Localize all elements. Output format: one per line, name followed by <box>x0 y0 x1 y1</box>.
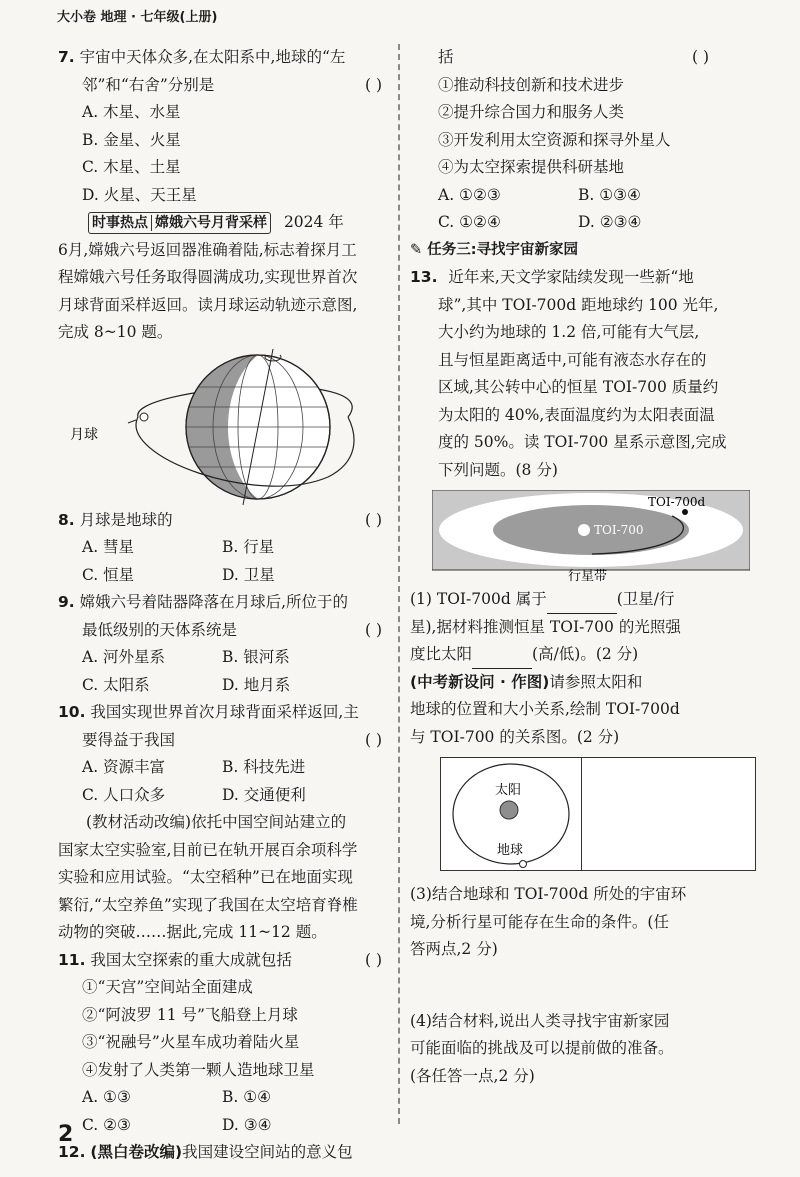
page-header: 大小卷 地理 · 七年级(上册) <box>57 10 218 25</box>
task-three-heading: ✎ 任务三:寻找宇宙新家园 <box>410 241 579 258</box>
answer-paren[interactable]: ( ) <box>364 75 382 94</box>
answer-paren[interactable]: ( ) <box>691 48 709 66</box>
question-12: 12. (黑白卷改编)我国建设空间站的意义包 <box>58 1143 353 1161</box>
toi700-star-label: TOI-700 <box>594 523 644 537</box>
answer-paren[interactable]: ( ) <box>364 730 382 749</box>
answer-paren[interactable]: ( ) <box>364 950 382 969</box>
option-b: B. 金星、火星 <box>82 130 181 149</box>
answer-paren[interactable]: ( ) <box>364 620 382 639</box>
answer-paren[interactable]: ( ) <box>364 510 382 529</box>
question-9: 9. 嫦娥六号着陆器降落在月球后,所位于的 最低级别的天体系统是 ( ) A. 河外星系 B. 银河系 C. 太阳系 D. 地月系 <box>58 593 382 694</box>
question-10: 10. 我国实现世界首次月球背面采样返回,主 要得益于我国 ( ) A. 资源丰富 B. 科技先进 C. 人口众多 D. 交通便利 <box>58 703 382 804</box>
question-8: 8. 月球是地球的 ( ) A. 彗星 B. 行星 C. 恒星 D. 卫星 <box>58 507 388 590</box>
moon-orbit-figure <box>58 347 388 507</box>
question-12-continued: 括 ( ) ①推动科技创新和技术进步 ②提升综合国力和服务人类 ③开发利用太空资源和探寻外星人 ④为太空探索提供科研基地 A. ①②③ B. ①③④ C. ①②④ D. ②③④ <box>410 44 755 237</box>
answer-blank-1[interactable] <box>547 595 617 614</box>
question-7: 7. 宇宙中天体众多,在太阳系中,地球的“左 邻”和“右舍”分别是 ( ) A. 木星、水星 B. 金星、火星 C. 木星、土星 D. 火星、天王星 <box>58 44 388 209</box>
option-c: C. 木星、土星 <box>82 158 181 176</box>
earth-label: 地球 <box>497 843 524 858</box>
toi700d-label: TOI-700d <box>648 495 706 509</box>
column-divider <box>398 44 400 1124</box>
toi700-system-figure <box>432 490 755 582</box>
answer-blank-2[interactable] <box>472 650 532 669</box>
question-11: 11. 我国太空探索的重大成就包括 ( ) ①“天宫”空间站全面建成 ②“阿波罗 11 号”飞船登上月球 ③“祝融号”火星车成功着陆火星 ④发射了人类第一颗人造地球卫星 A. ①③ B. ①④ C. ②③ D. ③④ <box>58 947 388 1140</box>
option-d: D. 火星、天王星 <box>82 185 197 204</box>
page-number: 2 <box>58 1122 74 1147</box>
question-13: 13. 近年来,天文学家陆续发现一些新“地 球”,其中 TOI-700d 距地球约 100 光年, 大小约为地球的 1.2 倍,可能有大气层, 且与恒星距离适中,可能有液态水存在的 区域,其公转中心的恒星 TOI-700 质量约 为太阳的 40%,表面温度约为太阳表面温 度的 50%。读 TOI-700 星系示意图,完成 下列问题。(8 分) TOI-700d TOI-700 行星带 (1) TOI-700d 属于 (卫星/行 星),据材料推测恒星 TOI-700 的光照强 度比太阳 (高/低)。(2 分) (中考新设问 · 作图)请参照太阳和 地球的位置和大小关系,绘制 TOI-700d 与 TOI-700 的关系图。(2 分) 太阳 地球 (3)结合地球和 TOI-700d 所处的宇宙环 境,分析行星可能存在生命的条件。(任 答两点,2 分) (4)结合材料,说出人类寻找宇宙新家园 可能面临的挑战及可以提前做的准备。 (各任答一点,2 分) <box>410 264 755 1090</box>
space-station-material: (教材活动改编)依托中国空间站建立的 国家太空实验室,目前已在轨开展百余项科学 实验和应用试验。“太空稻种”已在地面实现 繁衍,“太空养鱼”实现了我国在太空培育脊椎 动物的突破……据此,完成 11~12 题。 <box>58 813 358 941</box>
option-a: A. 木星、水星 <box>82 103 181 121</box>
sun-label: 太阳 <box>495 783 522 798</box>
sun-earth-reference-diagram <box>441 758 581 870</box>
moon-label: 月球 <box>70 426 98 443</box>
habitable-zone-label: 行星带 <box>568 569 608 582</box>
hot-topic-material: 时事热点 嫦娥六号月背采样 2024 年 6月,嫦娥六号返回器准确着陆,标志着探月工 程嫦娥六号任务取得圆满成功,实现世界首次 月球背面采样返回。读月球运动轨迹示意图, 完成 8~10 题。 <box>58 213 358 341</box>
moon-orbit-diagram <box>58 347 388 507</box>
pencil-icon: ✎ <box>410 241 423 258</box>
answer-space-3[interactable] <box>410 964 755 1008</box>
left-column <box>58 44 388 1167</box>
drawing-answer-box[interactable] <box>440 757 756 871</box>
hot-topic-tag: 时事热点 嫦娥六号月背采样 <box>88 212 271 234</box>
right-column <box>410 44 755 1090</box>
